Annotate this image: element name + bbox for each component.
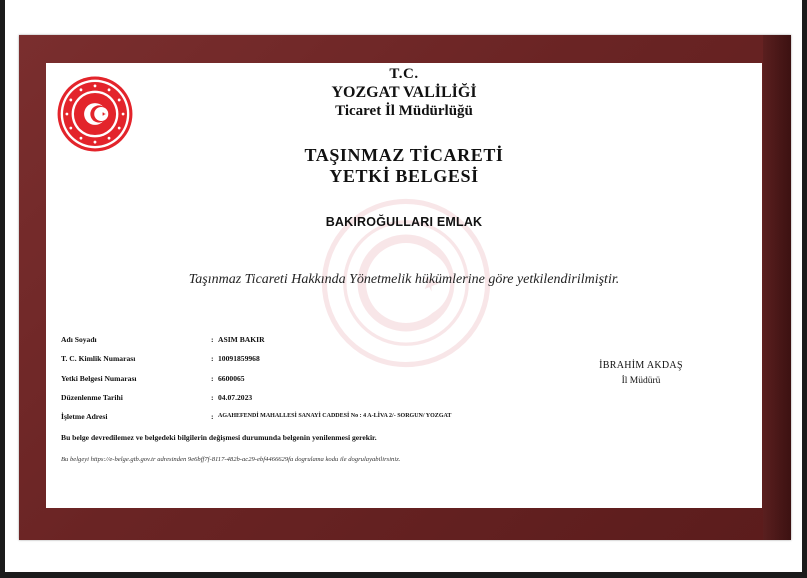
detail-separator: : [211,374,214,383]
header-republic: T.C. [389,66,419,82]
detail-value: 10091859968 [218,354,260,363]
detail-value: ASIM BAKIR [218,335,265,344]
verification-note: Bu belgeyi https://e-belge.gtb.gov.tr adresinden 9e6bff7f-8117-482b-ac29-ebf4466629fa dogrulama kodu ile dogrulayabilirsiniz. [61,456,401,463]
detail-separator: : [211,412,214,421]
header-department: Ticaret İl Müdürlüğü [335,103,473,119]
authorization-statement: Taşınmaz Ticareti Hakkında Yönetmelik hükümlerine göre yetkilendirilmiştir. [188,272,620,287]
detail-separator: : [211,354,214,363]
document-title-line2: YETKİ BELGESİ [329,166,479,186]
frame-shadow-edge [763,35,791,540]
document-title-line1: TAŞINMAZ TİCARETİ [304,145,504,165]
detail-label: Yetki Belgesi Numarası [61,374,137,383]
transfer-notice: Bu belge devredilemez ve belgedeki bilgilerin değişmesi durumunda belgenin yenilenmesi gerekir. [61,433,377,442]
signatory-title: İl Müdürü [621,376,661,386]
detail-separator: : [211,393,214,402]
detail-value: 04.07.2023 [218,393,253,402]
signatory-name: İBRAHİM AKDAŞ [599,360,683,371]
detail-value: 6600065 [218,374,245,383]
detail-label: İşletme Adresi [61,412,108,421]
detail-label: Adı Soyadı [61,335,97,344]
company-name: BAKIROĞULLARI EMLAK [325,215,483,229]
detail-label: T. C. Kimlik Numarası [61,354,136,363]
certificate [46,63,762,508]
header-governorship: YOZGAT VALİLİĞİ [331,84,477,101]
detail-label: Düzenlenme Tarihi [61,393,123,402]
detail-value: AGAHEFENDİ MAHALLESİ SANAYİ CADDESİ No : 4 A-LİVA 2/- SORGUN/ YOZGAT [218,413,452,419]
detail-separator: : [211,335,214,344]
